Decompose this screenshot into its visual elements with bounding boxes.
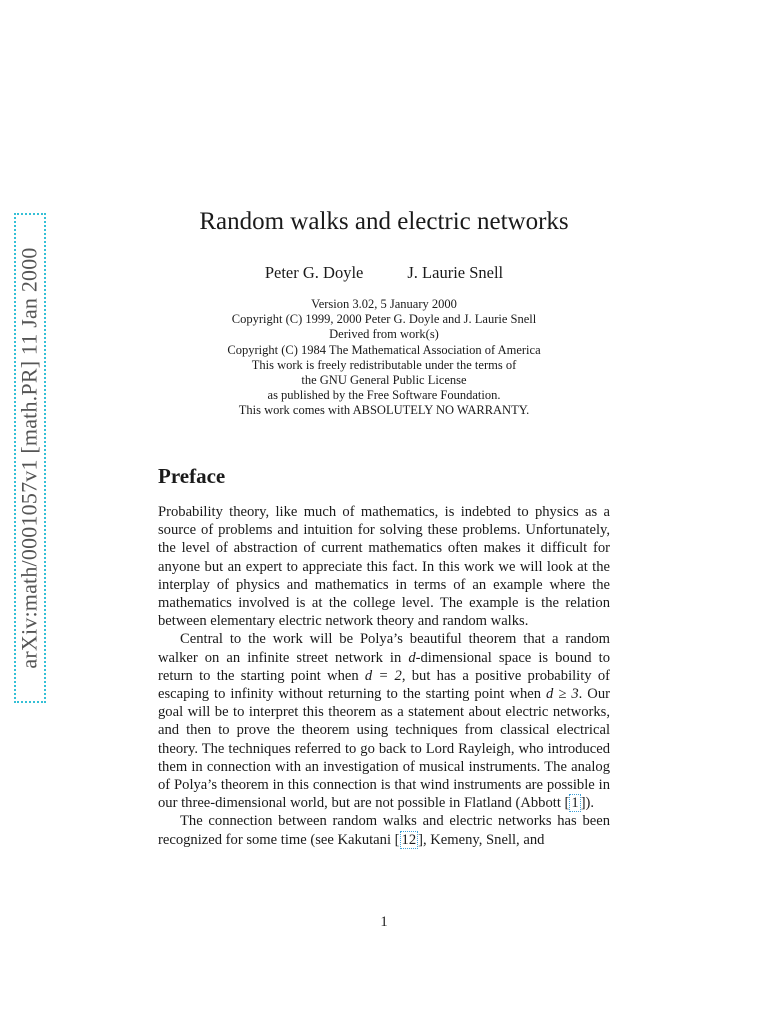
paragraph-3-text-b: ], Kemeny, Snell, and xyxy=(418,831,545,848)
citation-link-abbott[interactable]: 1 xyxy=(571,795,579,812)
math-condition-d-geq-3: d ≥ 3 xyxy=(546,686,579,703)
paragraph-2-text-d: . Our goal will be to interpret this theorem as a statement about electric networks, and then to prove the theorem using techniques from classical electrical theory. The techniques referred to go back to Lord Rayleigh, who introduced them in connection with an investigation of musical instruments. The analog of Polya’s theorem in this connection is that wind instruments are possible in our three-dimensional world, but are not possible in Flatland (Abbott [ xyxy=(158,686,611,812)
math-condition-d-eq-2: d = 2 xyxy=(364,667,402,684)
meta-line-license-1: This work is freely redistributable under the terms of xyxy=(251,357,517,372)
meta-line-version: Version 3.02, 5 January 2000 xyxy=(311,297,457,311)
meta-line-license-3: as published by the Free Software Foundation. xyxy=(267,388,501,403)
meta-line-copyright-1999: Copyright (C) 1999, 2000 Peter G. Doyle and J. Laurie Snell xyxy=(231,312,537,327)
paragraph-2-text-c: , but has a positive probability of escaping to infinity without returning to the starting point when xyxy=(158,667,610,703)
page-number: 1 xyxy=(380,914,388,930)
paragraph-3-text-a: The connection between random walks and electric networks has been recognized for some time (see Kakutani [ xyxy=(158,813,610,848)
paragraph-2-text-e: ]). xyxy=(580,795,595,812)
arxiv-stamp-label: arXiv:math/0001057v1 [math.PR] 11 Jan 2000 xyxy=(17,247,43,669)
math-variable-d: d xyxy=(408,649,416,666)
meta-line-license-2: the GNU General Public License xyxy=(301,373,467,388)
arxiv-stamp[interactable] xyxy=(14,213,46,703)
section-heading-preface: Preface xyxy=(158,464,226,488)
paragraph-2-text-a: Central to the work will be Polya’s beautiful theorem that a random walker on an infinite street network in xyxy=(158,631,610,666)
meta-line-warranty: This work comes with ABSOLUTELY NO WARRANTY. xyxy=(238,403,530,418)
author-list xyxy=(150,263,618,283)
meta-line-derived: Derived from work(s) xyxy=(329,327,439,342)
paper-title: Random walks and electric networks xyxy=(199,208,569,235)
paragraph-3 xyxy=(158,812,610,848)
author-snell: J. Laurie Snell xyxy=(407,263,504,282)
preface-body xyxy=(158,503,610,849)
citation-link-kakutani[interactable]: 12 xyxy=(401,831,417,848)
paragraph-1: Probability theory, like much of mathematics, is indebted to physics as a source of problems and intuition for solving these problems. Unfortunately, the level of abstraction of current mathematics often makes it difficult for anyone but an expert to appreciate this fact. In this work we will look at the interplay of physics and mathematics in terms of an example where the mathematics involved is at the college level. The example is the relation between elementary electric network theory and random walks. xyxy=(158,504,610,630)
author-doyle: Peter G. Doyle xyxy=(264,263,364,282)
paragraph-2 xyxy=(158,630,610,812)
paragraph-2-text-b: -dimensional space is bound to return to the starting point when xyxy=(158,649,610,684)
meta-line-copyright-1984: Copyright (C) 1984 The Mathematical Association of America xyxy=(227,342,541,357)
version-copyright-block xyxy=(150,297,618,419)
